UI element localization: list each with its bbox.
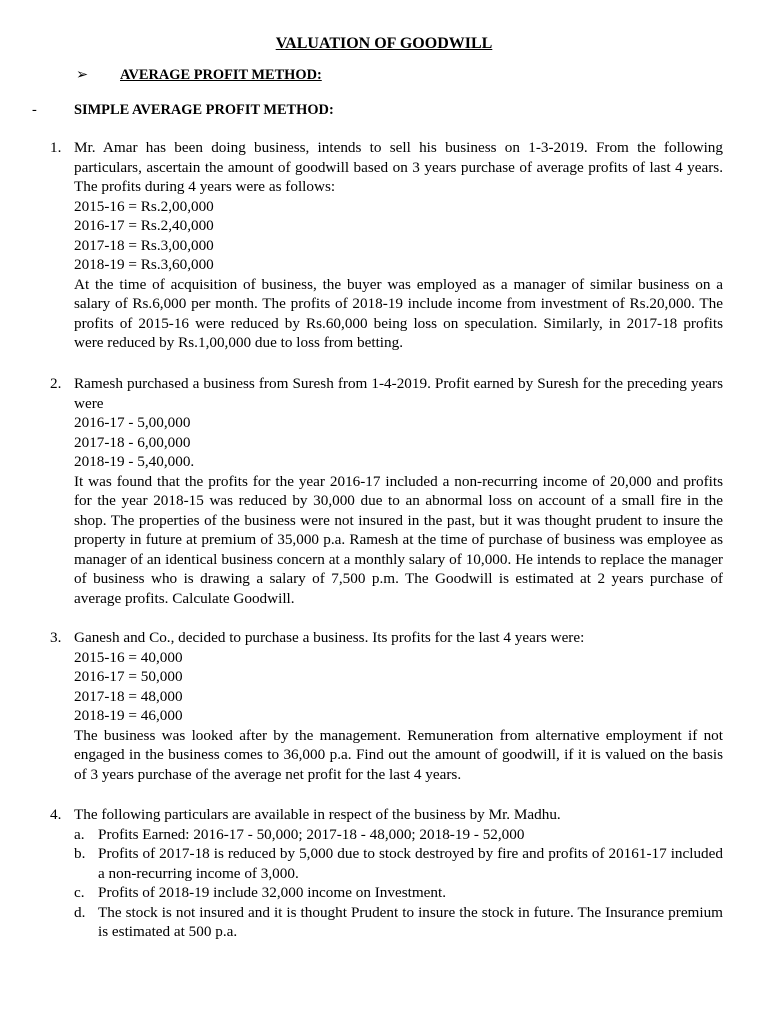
question-number: 3. [50,629,62,646]
subsection-heading [32,101,334,121]
question-number: 4. [50,806,62,823]
list-item [74,825,723,845]
question-3 [50,628,723,784]
question-intro: Ramesh purchased a business from Suresh from 1-4-2019. Profit earned by Suresh for the preceding years were [74,375,723,412]
profit-line: 2016-17 = Rs.2,40,000 [74,217,214,234]
list-item [74,844,723,883]
arrow-bullet-icon: ➢ [76,67,89,83]
list-item-label: b. [74,845,86,862]
question-number: 2. [50,375,62,392]
list-item-label: c. [74,884,85,901]
list-item-text: The stock is not insured and it is thought Prudent to insure the stock in future. The Insurance premium is estimated at 500 p.a. [98,903,723,940]
question-number: 1. [50,139,62,156]
profit-line: 2018-19 = Rs.3,60,000 [74,256,214,273]
profit-line: 2015-16 = 40,000 [74,648,183,666]
section-heading-text: AVERAGE PROFIT METHOD: [120,67,322,83]
page-title: VALUATION OF GOODWILL [275,35,493,52]
list-item-text: Profits Earned: 2016-17 - 50,000; 2017-18 - 48,000; 2018-19 - 52,000 [98,825,525,843]
profit-line: 2017-18 = 48,000 [74,687,183,705]
profit-line: 2015-16 = Rs.2,00,000 [74,197,214,215]
sub-item-list [74,825,723,942]
profit-line: 2017-18 - 6,00,000 [74,433,191,451]
dash-bullet: - [32,102,37,118]
question-1 [50,138,723,353]
list-item [74,883,723,903]
list-item [74,903,723,942]
section-heading [76,66,322,86]
profit-line: 2016-17 - 5,00,000 [74,414,191,431]
question-details: It was found that the profits for the year 2016-17 included a non-recurring income of 20,000 and profits for the year 2018-15 was reduced by 30,000 due to an abnormal loss on account of a small fire in the shop. The properties of the business were not insured in the past, but it was thought prudent to insure the property in future at premium of 35,000 p.a. Ramesh at the time of purchase of business was employee as manager of an identical business concern at a monthly salary of 10,000. He intends to replace the manager of business who is drawing a salary of 7,500 p.m. The Goodwill is estimated at 2 years purchase of average profits. Calculate Goodwill. [74,472,723,607]
question-intro: The following particulars are available in respect of the business by Mr. Madhu. [74,806,561,823]
question-details: At the time of acquisition of business, the buyer was employed as a manager of similar business on a salary of Rs.6,000 per month. The profits of 2018-19 include income from investment of Rs.20,000. The profits of 2015-16 were reduced by Rs.60,000 being loss on speculation. Similarly, in 2017-18 profits were reduced by Rs.1,00,000 due to loss from betting. [74,275,723,351]
question-2 [50,374,723,608]
list-item-text: Profits of 2018-19 include 32,000 income on Investment. [98,884,446,901]
question-details: The business was looked after by the management. Remuneration from alternative employment if not engaged in the business comes to 36,000 p.a. Find out the amount of goodwill, if it is valued on the basis of 3 years purchase of the average net profit for the last 4 years. [74,726,723,783]
question-4 [50,805,723,942]
profit-line: 2017-18 = Rs.3,00,000 [74,236,214,254]
question-intro: Mr. Amar has been doing business, intends to sell his business on 1-3-2019. From the following particulars, ascertain the amount of goodwill based on 3 years purchase of average profits of last 4 years. The profits during 4 years were as follows: [74,139,723,195]
list-item-label: a. [74,825,85,843]
question-intro: Ganesh and Co., decided to purchase a business. Its profits for the last 4 years were: [74,629,585,646]
profit-line: 2016-17 = 50,000 [74,668,183,685]
list-item-label: d. [74,903,86,921]
subsection-heading-text: SIMPLE AVERAGE PROFIT METHOD: [74,102,334,118]
profit-line: 2018-19 = 46,000 [74,707,183,724]
profit-line: 2018-19 - 5,40,000. [74,453,195,470]
list-item-text: Profits of 2017-18 is reduced by 5,000 due to stock destroyed by fire and profits of 20161-17 included a non-recurring income of 3,000. [98,845,723,882]
